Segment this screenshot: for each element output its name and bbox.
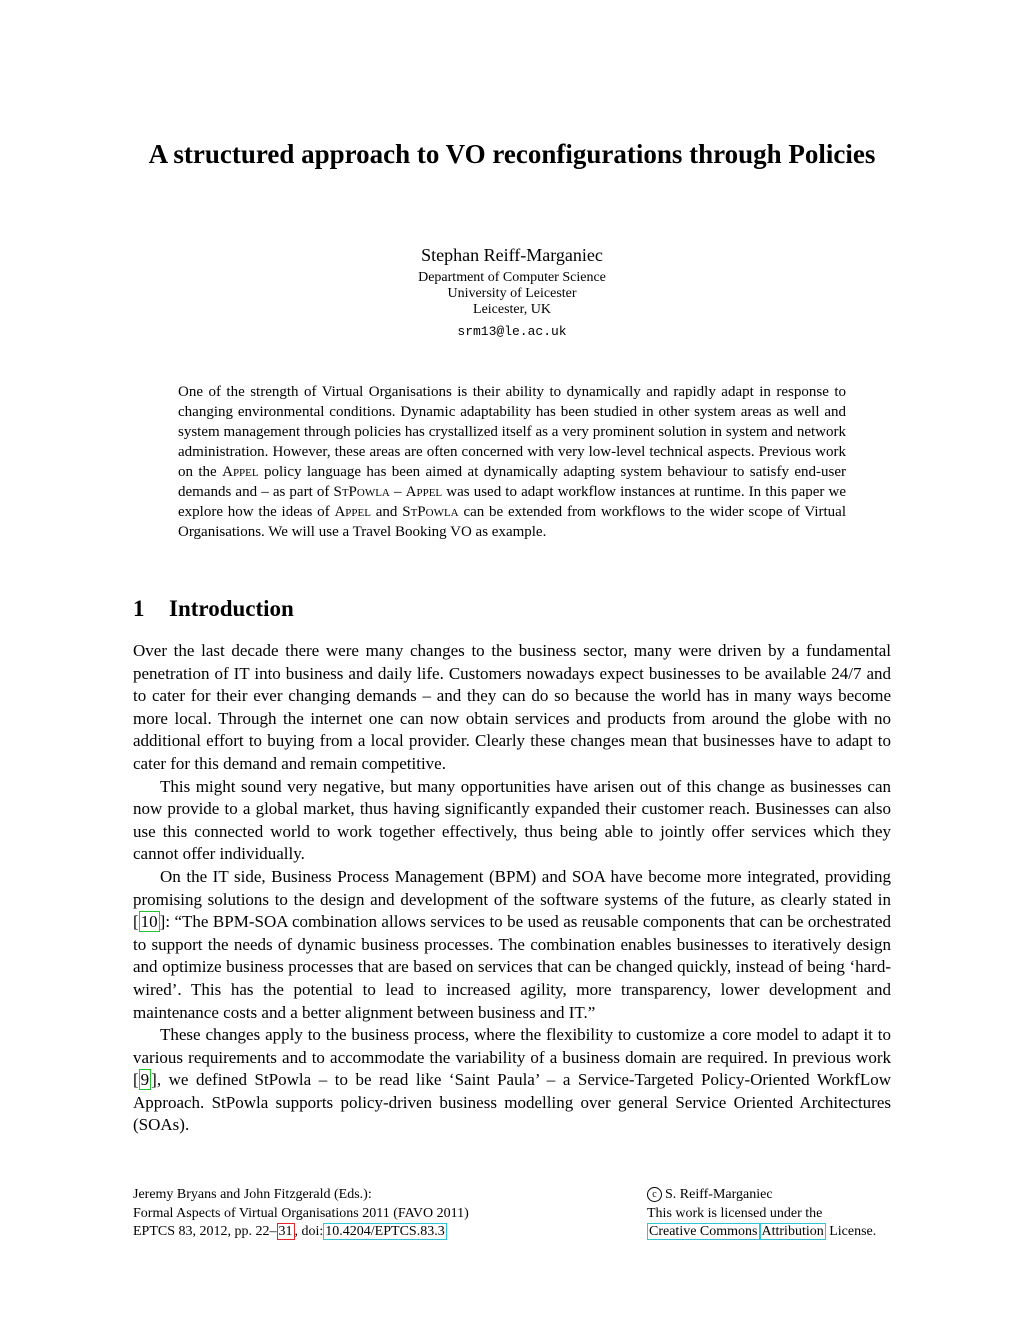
paragraph-3 — [133, 866, 891, 1024]
footer-series-text: EPTCS 83, 2012, pp. 22– — [133, 1224, 277, 1239]
abstract-appel: Appel — [405, 484, 443, 500]
section-title: Introduction — [169, 596, 294, 621]
license-suffix: License. — [825, 1224, 877, 1239]
affiliation-location: Leicester, UK — [473, 302, 551, 317]
footer-editors: Jeremy Bryans and John Fitzgerald (Eds.): — [133, 1187, 372, 1202]
paragraph-segment: ]: “The BPM-SOA combination allows services to be used as reusable components that can be orchestrated to support the needs of dynamic business processes. The combination enables businesses to iteratively design and optimize business processes that are based on services that can be changed quickly, instead of being ‘hard-wired’. This has the potential to lead to increased agility, more transparency, lower development and maintenance costs and a better alignment between business and IT.” — [133, 912, 891, 1022]
copyright-icon: c — [647, 1187, 662, 1202]
footer-series — [133, 1223, 553, 1242]
footer-license-info — [647, 1186, 927, 1242]
abstract-appel: Appel — [222, 464, 259, 480]
paragraph-segment: ], we defined StPowla – to be read like ‘Saint Paula’ – a Service-Targeted Policy-Oriented WorkfLow Approach. StPowla supports policy-driven business modelling over general Service Oriented Architectures (SOAs). — [133, 1070, 891, 1135]
copyright-holder: S. Reiff-Marganiec — [665, 1187, 773, 1202]
paper-title: A structured approach to VO reconfigurations through Policies — [148, 139, 876, 169]
footer-publication-info — [133, 1186, 553, 1242]
footer-copyright — [647, 1186, 927, 1205]
paragraph-4 — [133, 1024, 891, 1137]
citation-link-9[interactable]: 9 — [140, 1070, 150, 1090]
abstract-segment: was used to adapt workflow instances at runtime. In this paper we explore how the ideas of — [178, 484, 846, 520]
abstract-text — [178, 382, 846, 542]
affiliation-department: Department of Computer Science — [418, 270, 606, 285]
abstract-segment: can be extended from workflows to the wider scope of Virtual Organisations. We will use a Travel Booking VO as example. — [178, 504, 846, 540]
section-heading — [133, 594, 893, 624]
author-name: Stephan Reiff-Marganiec — [421, 245, 603, 265]
section-number: 1 — [133, 596, 145, 621]
footer-license — [647, 1223, 927, 1242]
abstract — [178, 382, 846, 542]
paragraph-2: This might sound very negative, but many opportunities have arisen out of this change as businesses can now provide to a global market, thus having significantly expanded their customer reach. Businesses can also use this connected world to work together effectively, thus being able to jointly offer services which they cannot offer individually. — [133, 776, 891, 864]
section-body — [133, 640, 891, 1137]
footer-doi-label: , doi: — [294, 1224, 324, 1239]
doi-link[interactable]: 10.4204/EPTCS.83.3 — [325, 1224, 445, 1239]
paragraph-segment: These changes apply to the business process, where the flexibility to customize a core model to adapt it to various requirements and to accommodate the variability of a business domain are required. In previous work [ — [133, 1025, 891, 1090]
author-email[interactable]: srm13@le.ac.uk — [457, 324, 567, 339]
abstract-segment: – — [389, 484, 406, 500]
last-page-link[interactable]: 31 — [278, 1224, 293, 1239]
creative-commons-link[interactable]: Creative Commons — [649, 1224, 758, 1239]
footer-proceedings: Formal Aspects of Virtual Organisations 2011 (FAVO 2011) — [133, 1205, 469, 1221]
author-affiliation — [0, 270, 1024, 318]
attribution-link[interactable]: Attribution — [761, 1224, 824, 1239]
abstract-segment: One of the strength of Virtual Organisations is their ability to dynamically and rapidly adapt in response to changing environmental conditions. Dynamic adaptability has been studied in other system areas as well and system management through policies has crystallized itself as a very prominent solution in system and network administration. However, these areas are often concerned with very low-level technical aspects. Previous work on the — [178, 384, 846, 480]
paragraph-segment: On the IT side, Business Process Management (BPM) and SOA have become more integrated, providing promising solutions to the design and development of the software systems of the future, as clearly stated in [ — [133, 866, 891, 932]
footer-license-line: This work is licensed under the — [647, 1205, 823, 1221]
abstract-segment: policy language has been aimed at dynamically adapting system behaviour to satisfy end-user demands and – as part of — [178, 464, 846, 500]
abstract-stpowla: StPowla — [402, 504, 459, 520]
paragraph-1: Over the last decade there were many changes to the business sector, many were driven by a fundamental penetration of IT into business and daily life. Customers nowadays expect businesses to be available 24/7 and to cater for their ever changing demands – and they can do so because the world has in many ways become more local. Through the internet one can now obtain services and products from around the globe with no additional effort to buying from a local provider. Clearly these changes mean that businesses have to adapt to cater for this demand and remain competitive. — [133, 641, 891, 773]
citation-link-10[interactable]: 10 — [140, 912, 158, 932]
abstract-stpowla: StPowla — [333, 484, 390, 500]
affiliation-university: University of Leicester — [447, 286, 577, 301]
abstract-appel: Appel — [334, 504, 371, 520]
abstract-segment: and — [370, 504, 403, 520]
